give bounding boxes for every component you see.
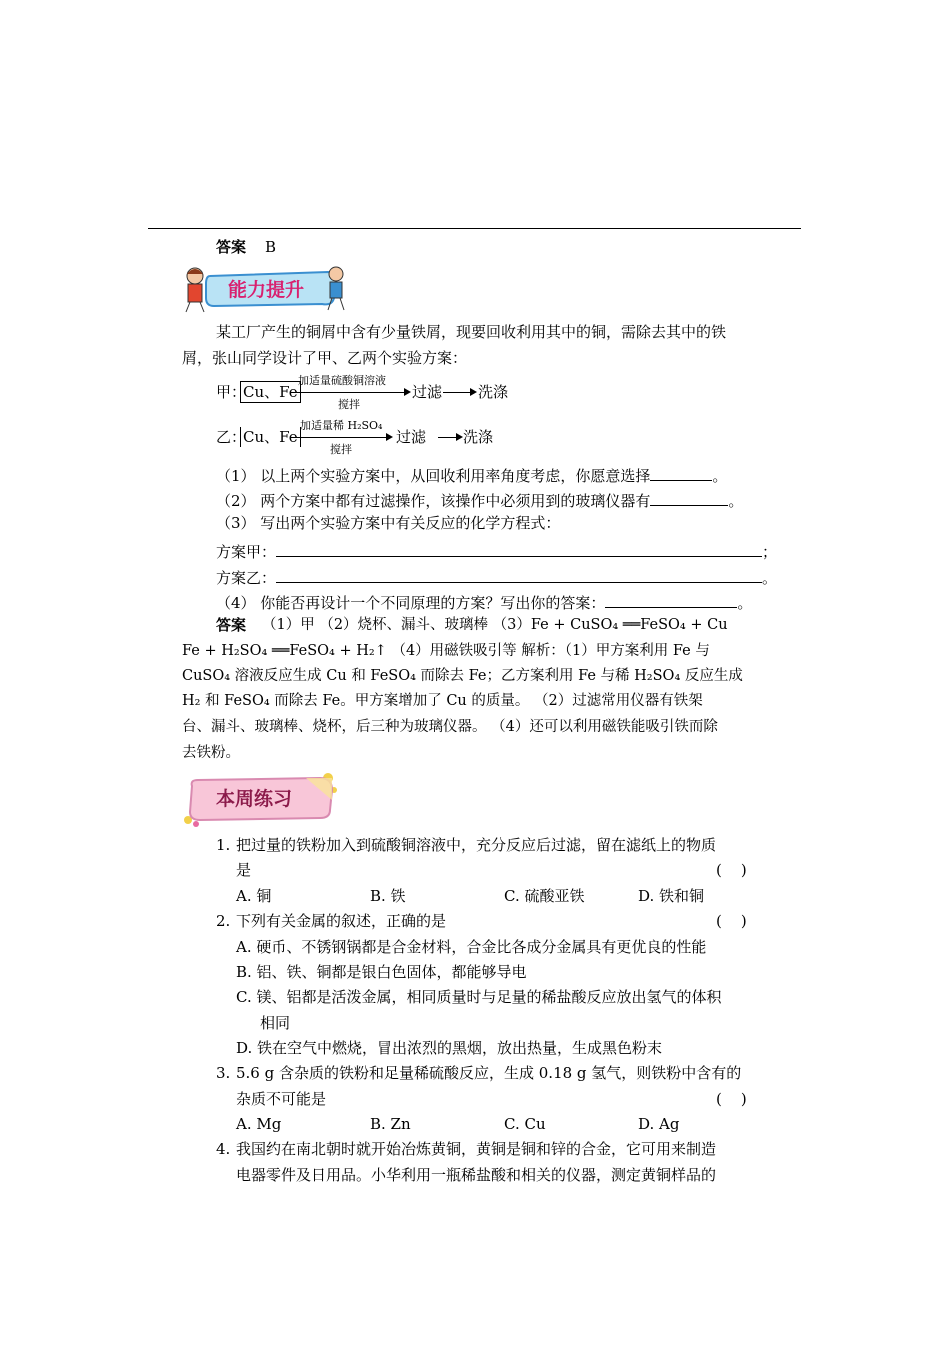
scheme-yi-condition-top: 加适量稀 H₂SO₄ <box>300 419 383 432</box>
sub-question-3: （3） 写出两个实验方案中有关反应的化学方程式： <box>216 514 561 532</box>
plan-yi-line: 方案乙： 。 <box>216 569 778 587</box>
answer-blank[interactable] <box>276 542 762 557</box>
scheme-jia-step2: 洗涤 <box>478 383 509 401</box>
q4-stem-line1: 我国约在南北朝时就开始冶炼黄铜，黄铜是铜和锌的合金，它可用来制造 <box>236 1140 717 1158</box>
q1-stem-line1: 把过量的铁粉加入到硫酸铜溶液中，充分反应后过滤，留在滤纸上的物质 <box>236 836 717 854</box>
q2-option-c-continued: 相同 <box>260 1014 291 1032</box>
answer-label: 答案 <box>216 616 247 634</box>
q3-stem-line2: 杂质不可能是 <box>236 1090 327 1108</box>
answer-blank[interactable] <box>276 568 762 583</box>
q2-option-d[interactable]: D. 铁在空气中燃烧，冒出浓烈的黑烟，放出热量，生成黑色粉末 <box>236 1039 663 1057</box>
arrow-right-icon <box>470 388 477 396</box>
scheme-yi-reactant: Cu、Fe <box>240 430 301 445</box>
ability-banner <box>178 262 348 314</box>
answer-line6: 去铁粉。 <box>182 745 240 761</box>
answer-line3: CuSO₄ 溶液反应生成 Cu 和 FeSO₄ 而除去 Fe；乙方案利用 Fe 与稀 H₂SO₄ 反应生成 <box>182 668 743 684</box>
q1-option-d[interactable]: D. 铁和铜 <box>638 887 705 905</box>
arrow-line <box>443 392 470 393</box>
q1-number: 1. <box>216 836 231 854</box>
weekly-practice-banner-title: 本周练习 <box>216 788 293 810</box>
scheme-yi-label: 乙： <box>216 428 247 446</box>
scheme-yi-step2: 洗涤 <box>463 428 494 446</box>
top-answer-label: 答案 <box>216 238 247 256</box>
scheme-jia-step1: 过滤 <box>412 383 443 401</box>
top-answer-value: B <box>265 238 277 256</box>
arrow-line <box>290 437 386 438</box>
answer-blank[interactable] <box>605 593 737 608</box>
scheme-jia-condition-bottom: 搅拌 <box>338 398 360 411</box>
q2-option-b[interactable]: B. 铝、铁、铜都是银白色固体，都能够导电 <box>236 963 527 981</box>
weekly-practice-banner <box>180 770 340 828</box>
q1-option-a[interactable]: A. 铜 <box>236 887 272 905</box>
plan-jia-line: 方案甲： ； <box>216 543 778 561</box>
arrow-line <box>438 437 456 438</box>
q2-option-c[interactable]: C. 镁、铝都是活泼金属，相同质量时与足量的稀盐酸反应放出氢气的体积 <box>236 988 722 1006</box>
q2-stem: 下列有关金属的叙述，正确的是 <box>236 912 447 930</box>
q1-stem-line2: 是 <box>236 861 252 879</box>
q3-option-d[interactable]: D. Ag <box>638 1115 680 1133</box>
sub-question-2: （2） 两个方案中都有过滤操作，该操作中必须用到的玻璃仪器有 。 <box>216 492 744 510</box>
problem-line2: 屑，张山同学设计了甲、乙两个实验方案： <box>182 349 468 367</box>
arrow-right-icon <box>404 388 411 396</box>
scheme-yi-arrow2 <box>428 430 462 446</box>
q1-option-c[interactable]: C. 硫酸亚铁 <box>504 887 585 905</box>
q1-option-b[interactable]: B. 铁 <box>370 887 406 905</box>
scheme-jia-reactant: Cu、Fe <box>240 385 301 400</box>
top-divider <box>148 228 801 229</box>
q3-option-c[interactable]: C. Cu <box>504 1115 546 1133</box>
q2-answer-paren[interactable]: ( ) <box>716 912 747 930</box>
scheme-jia-arrow2 <box>443 385 477 401</box>
answer-line1: （1）甲 （2）烧杯、漏斗、玻璃棒 （3）Fe + CuSO₄ ══FeSO₄ + Cu <box>262 617 728 633</box>
q4-stem-line2: 电器零件及日用品。小华利用一瓶稀盐酸和相关的仪器，测定黄铜样品的 <box>236 1166 717 1184</box>
q3-number: 3. <box>216 1064 231 1082</box>
q3-answer-paren[interactable]: ( ) <box>716 1090 747 1108</box>
q3-stem-line1: 5.6 g 含杂质的铁粉和足量稀硫酸反应，生成 0.18 g 氢气，则铁粉中含有的 <box>236 1064 742 1082</box>
q2-number: 2. <box>216 912 231 930</box>
answer-blank[interactable] <box>650 466 712 481</box>
q1-answer-paren[interactable]: ( ) <box>716 861 747 879</box>
scheme-yi-step1: 过滤 <box>396 428 427 446</box>
q3-option-b[interactable]: B. Zn <box>370 1115 411 1133</box>
answer-line2: Fe + H₂SO₄ ══FeSO₄ + H₂↑ （4）用磁铁吸引等 解析：（1）甲方案利用 Fe 与 <box>182 643 710 659</box>
scheme-jia-label: 甲： <box>216 383 247 401</box>
sub-question-4: （4） 你能否再设计一个不同原理的方案？写出你的答案： 。 <box>216 594 753 612</box>
q3-option-a[interactable]: A. Mg <box>236 1115 282 1133</box>
scheme-jia-arrow <box>290 372 412 412</box>
problem-line1: 某工厂产生的铜屑中含有少量铁屑，现要回收利用其中的铜，需除去其中的铁 <box>216 323 727 341</box>
scheme-yi-condition-bottom: 搅拌 <box>330 443 352 456</box>
arrow-right-icon <box>386 433 393 441</box>
sub-question-1: （1） 以上两个实验方案中，从回收利用率角度考虑，你愿意选择 。 <box>216 467 728 485</box>
arrow-right-icon <box>456 433 463 441</box>
q4-number: 4. <box>216 1140 231 1158</box>
scheme-yi-arrow <box>290 416 394 456</box>
answer-line5: 台、漏斗、玻璃棒、烧杯，后三种为玻璃仪器。 （4）还可以利用磁铁能吸引铁而除 <box>182 719 718 735</box>
q2-option-a[interactable]: A. 硬币、不锈钢锅都是合金材料，合金比各成分金属具有更优良的性能 <box>236 938 707 956</box>
answer-blank[interactable] <box>650 491 728 506</box>
scheme-jia-condition-top: 加适量硫酸铜溶液 <box>298 374 386 387</box>
ability-banner-title: 能力提升 <box>228 279 305 301</box>
arrow-line <box>290 392 404 393</box>
answer-line4: H₂ 和 FeSO₄ 而除去 Fe。甲方案增加了 Cu 的质量。 （2）过滤常用仪器有铁架 <box>182 693 703 709</box>
